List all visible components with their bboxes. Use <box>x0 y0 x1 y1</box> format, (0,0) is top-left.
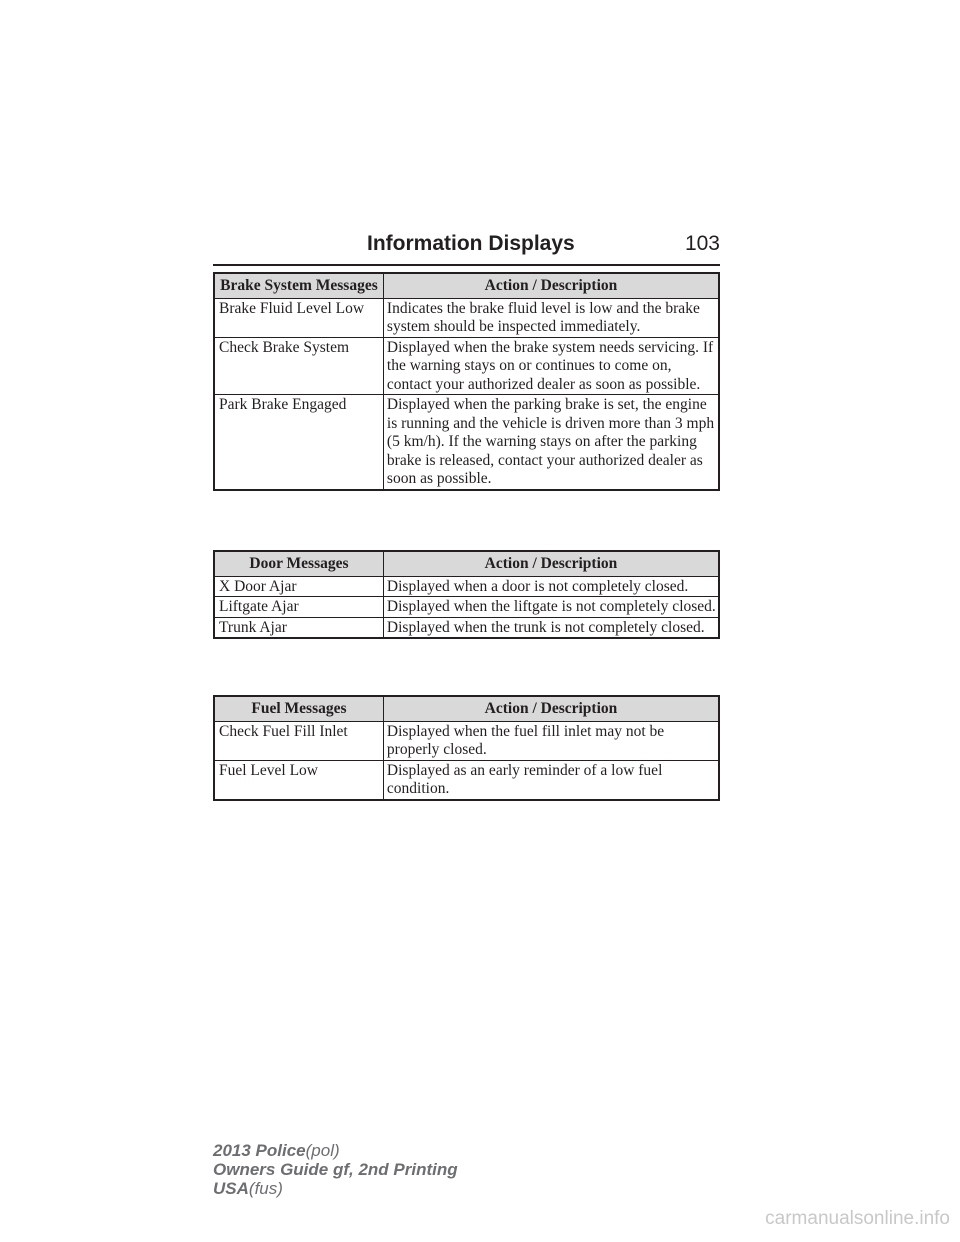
message-cell: Park Brake Engaged <box>214 395 383 490</box>
table-row <box>214 721 719 760</box>
table-row <box>214 597 719 618</box>
message-cell: Trunk Ajar <box>214 617 383 638</box>
message-cell: Check Brake System <box>214 337 383 395</box>
table-row <box>214 337 719 395</box>
document-footer <box>213 1141 458 1198</box>
message-cell: X Door Ajar <box>214 576 383 597</box>
column-header-description: Action / Description <box>383 696 719 721</box>
description-cell: Displayed when the parking brake is set, the engine is running and the vehicle is driven more than 3 mph (5 km/h). If the warning stays on after the parking brake is released, contact your authorized dealer as soon as possible. <box>383 395 719 490</box>
column-header-message: Fuel Messages <box>214 696 383 721</box>
description-cell: Displayed when the fuel fill inlet may not be properly closed. <box>383 721 719 760</box>
fuel-messages-table <box>213 695 720 801</box>
door-messages-table <box>213 550 720 639</box>
message-cell: Brake Fluid Level Low <box>214 298 383 337</box>
page-number: 103 <box>684 232 720 255</box>
description-cell: Displayed when the trunk is not completely closed. <box>383 617 719 638</box>
table-row <box>214 617 719 638</box>
brake-messages-table <box>213 272 720 491</box>
page-header <box>213 228 720 266</box>
message-cell: Check Fuel Fill Inlet <box>214 721 383 760</box>
footer-market-code: (fus) <box>248 1179 283 1198</box>
message-cell: Fuel Level Low <box>214 760 383 800</box>
table-row <box>214 395 719 490</box>
table-row <box>214 760 719 800</box>
column-header-description: Action / Description <box>383 273 719 298</box>
section-title: Information Displays <box>367 232 575 255</box>
table-header-row <box>214 273 719 298</box>
watermark: carmanualsonline.info <box>765 1208 950 1229</box>
footer-line-guide <box>213 1160 458 1179</box>
description-cell: Displayed when the brake system needs servicing. If the warning stays on or continues to come on, contact your authorized dealer as soon as possible. <box>383 337 719 395</box>
table-row <box>214 298 719 337</box>
footer-line-market <box>213 1179 458 1198</box>
column-header-description: Action / Description <box>383 551 719 576</box>
message-cell: Liftgate Ajar <box>214 597 383 618</box>
table-header-row <box>214 551 719 576</box>
footer-market: USA <box>213 1179 249 1198</box>
description-cell: Displayed when a door is not completely closed. <box>383 576 719 597</box>
description-cell: Displayed when the liftgate is not completely closed. <box>383 597 719 618</box>
footer-line-model <box>213 1141 458 1160</box>
column-header-message: Brake System Messages <box>214 273 383 298</box>
column-header-message: Door Messages <box>214 551 383 576</box>
table-header-row <box>214 696 719 721</box>
footer-model-code: (pol) <box>305 1141 340 1160</box>
description-cell: Displayed as an early reminder of a low fuel condition. <box>383 760 719 800</box>
footer-model-year: 2013 Police <box>213 1141 306 1160</box>
description-cell: Indicates the brake fluid level is low and the brake system should be inspected immediately. <box>383 298 719 337</box>
footer-guide-edition: Owners Guide gf, 2nd Printing <box>213 1160 458 1179</box>
table-row <box>214 576 719 597</box>
